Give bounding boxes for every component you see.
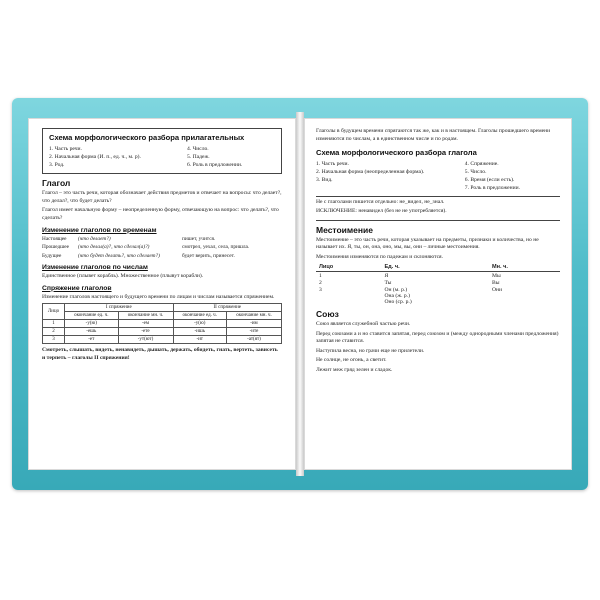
conjugation-table (42, 303, 282, 344)
table-cell: -ут(ют) (118, 336, 173, 344)
table-cell: -у(ю) (173, 320, 226, 328)
table-header: Лицо (316, 263, 381, 272)
table-cell: Он (м. р.) Она (ж. р.) Оно (ср. р.) (384, 286, 412, 305)
pronoun-declension: Местоимения изменяются по падежам и склоняются. (316, 253, 444, 260)
table-cell: Ты (384, 279, 392, 286)
union-example: Лежит меж гряд зелен и сладок. (316, 367, 393, 373)
table-cell: 2 (319, 279, 322, 286)
table-cell: Я (384, 272, 389, 279)
union-example: Не солнце, не огонь, а светит. (316, 357, 387, 364)
ne-rule-box (316, 196, 560, 221)
table-cell: -ат(ят) (226, 336, 281, 344)
ne-rule: Не с глаголами пишется отдельно: не_видел, не_знал. (316, 198, 445, 205)
verb-scheme-list (316, 160, 560, 192)
table-row (43, 328, 282, 336)
table-subheader: окончание мн. ч. (118, 312, 173, 320)
verb-definition: Глагол – это часть речи, которая обозначает действия предметов и отвечает на вопросы: что делает?, что делал?, что будет делать? (42, 190, 282, 204)
numbers-text: Единственное (плывет корабль). Множественное (плывут корабли). (42, 273, 204, 280)
table-row (316, 286, 560, 305)
pronoun-table (316, 263, 560, 305)
table-cell: -ете (118, 328, 173, 336)
table-header: II спряжение (173, 304, 281, 312)
table-subheader: окончание ед. ч. (65, 312, 118, 320)
list-item: 5. Падеж. (187, 154, 210, 161)
adjective-scheme-title: Схема морфологического разбора прилагательных (49, 133, 245, 142)
list-item: 4. Спряжение. (464, 161, 499, 168)
pronoun-definition: Местоимение – это часть речи, которая указывает на предметы, признаки и количества, но не называет их. Я, ты, он, она, оно, мы, вы, они – личные местоимения. (316, 236, 539, 251)
table-cell: Мы (491, 272, 501, 279)
table-row (316, 279, 560, 286)
adjective-scheme-list (49, 145, 275, 169)
table-cell: -ишь (173, 328, 226, 336)
table-cell: -ет (65, 336, 118, 344)
list-item: 2. Начальная форма (И. п., ед. ч., м. р). (49, 154, 141, 161)
union-example: Наступила весна, но грачи еще не прилетели. (316, 347, 425, 354)
table-header: Ед. ч. (381, 263, 489, 272)
tense-label: Прошедшее (42, 244, 69, 251)
adjective-scheme-box (42, 128, 282, 174)
conjugation-exceptions: Смотреть, слышать, видеть, ненавидеть, дышать, держать, обидеть, гнать, вертеть, зависеть и терпеть – глаголы II спряжения! (42, 347, 278, 361)
table-cell: -ите (226, 328, 281, 336)
list-item: 6. Роль в предложении. (187, 162, 243, 169)
table-cell: Вы (491, 279, 500, 286)
left-page (28, 118, 296, 470)
list-item: 7. Роль в предложении. (464, 185, 521, 192)
table-subheader: окончание ед. ч. (173, 312, 226, 320)
ne-exception: ИСКЛЮЧЕНИЕ: ненавидел (без не не употребляется). (316, 208, 447, 215)
tense-label: Будущее (42, 253, 62, 260)
table-cell: -ем (118, 320, 173, 328)
tense-row-present (42, 236, 282, 243)
tenses-heading: Изменение глаголов по временам (42, 226, 157, 234)
table-header: Лицо (43, 304, 65, 320)
conjugation-text: Изменение глаголов настоящего и будущего времени по лицам и числам называется спряжением. (42, 293, 275, 300)
list-item: 6. Время (если есть). (464, 177, 515, 184)
verb-scheme-title: Схема морфологического разбора глагола (316, 148, 477, 158)
table-cell: 1 (319, 272, 322, 279)
tense-row-future (42, 253, 282, 260)
table-row (316, 272, 560, 280)
list-item: 1. Часть речи. (316, 161, 349, 168)
book-spine (296, 112, 304, 476)
table-header: I спряжение (65, 304, 173, 312)
table-cell: -ешь (65, 328, 118, 336)
tense-row-past (42, 244, 282, 251)
table-row (43, 336, 282, 344)
tense-question: (что будет делать?, что сделает?) (78, 253, 160, 260)
table-cell: 3 (43, 336, 65, 344)
table-cell: Они (491, 286, 502, 293)
union-comma-rule: Перед союзами а и но ставится запятая, перед союзом и (между однородными членами предложения) запятая не ставится. (316, 330, 559, 345)
right-page (304, 118, 572, 470)
conjugation-heading: Спряжение глаголов (42, 284, 112, 292)
union-heading: Союз (316, 309, 339, 320)
numbers-heading: Изменение глаголов по числам (42, 264, 148, 272)
list-item: 5. Число. (464, 169, 487, 176)
table-header: Мн. ч. (489, 263, 560, 272)
list-item: 3. Род. (49, 162, 65, 169)
tense-question: (что делал(а)?, что сделал(а)?) (78, 244, 150, 251)
pronoun-heading: Местоимение (316, 224, 373, 235)
tense-example: будет верить, принесет. (182, 253, 235, 260)
tense-question: (что делает?) (78, 235, 111, 242)
tense-example: пишет, учится. (182, 235, 216, 242)
list-item: 1. Часть речи. (49, 146, 82, 152)
table-cell: 3 (319, 286, 322, 293)
list-item: 2. Начальная форма (неопределенная форма). (316, 169, 425, 176)
table-cell: 2 (43, 328, 65, 336)
list-item: 4. Число. (187, 146, 209, 152)
table-row (43, 320, 282, 328)
list-item: 3. Вид. (316, 177, 333, 184)
tense-example: смотрел, уехал, села, пришла. (182, 244, 250, 251)
future-tense-note: Глаголы в будущем времени спрягаются так же, как и в настоящем. Глаголы прошедшего времени изменяются по числам, а в единственном числе и по родам. (316, 128, 551, 142)
verb-initial-form: Глагол имеет начальную форму – неопределенную форму, отвечающую на вопрос: что делать?, что сделать? (42, 207, 279, 221)
table-cell: -у(ю) (65, 320, 118, 328)
table-cell: -ит (173, 336, 226, 344)
union-definition: Союз является служебной частью речи. (316, 321, 411, 328)
tense-label: Настоящее (42, 235, 67, 242)
table-subheader: окончание мн. ч. (226, 312, 281, 320)
table-cell: 1 (43, 320, 65, 328)
table-cell: -им (226, 320, 281, 328)
verb-heading: Глагол (42, 178, 71, 189)
